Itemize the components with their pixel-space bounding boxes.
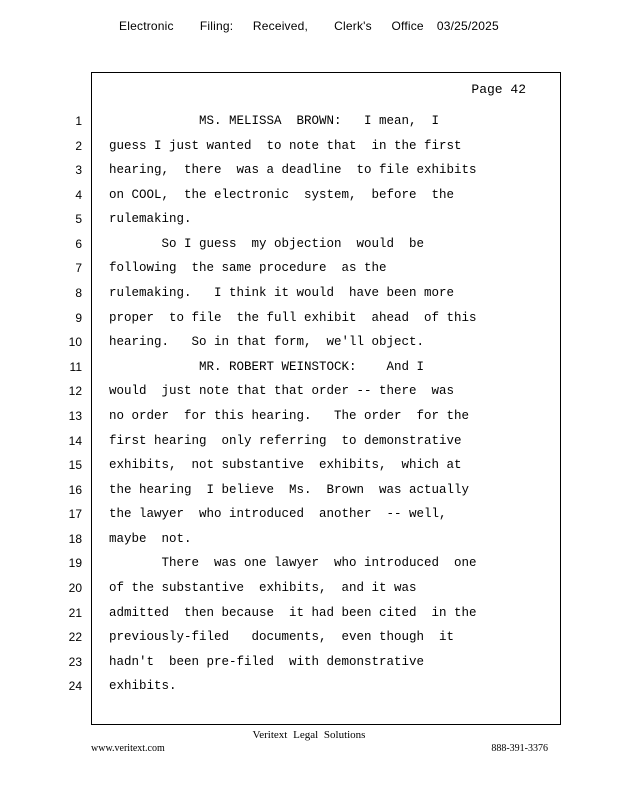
line-number: 24 xyxy=(68,679,82,693)
line-number: 4 xyxy=(75,188,82,202)
transcript-line: hearing. So in that form, we'll object. xyxy=(109,335,425,349)
transcript-line: of the substantive exhibits, and it was xyxy=(109,581,417,595)
transcript-line: guess I just wanted to note that in the first xyxy=(109,139,462,153)
line-number: 2 xyxy=(75,139,82,153)
line-number: 19 xyxy=(68,556,82,570)
transcript-line: maybe not. xyxy=(109,532,192,546)
line-number: 14 xyxy=(68,434,82,448)
transcript-line: proper to file the full exhibit ahead of this xyxy=(109,311,477,325)
filing-stamp-header: Electronic Filing: Received, Clerk's Office 03/25/2025 xyxy=(119,19,499,33)
transcript-line: rulemaking. xyxy=(109,212,192,226)
line-number: 20 xyxy=(68,581,82,595)
transcript-line: exhibits, not substantive exhibits, which at xyxy=(109,458,462,472)
transcript-line: first hearing only referring to demonstrative xyxy=(109,434,462,448)
line-number: 17 xyxy=(68,507,82,521)
transcript-line: on COOL, the electronic system, before the xyxy=(109,188,455,202)
line-number: 9 xyxy=(75,311,82,325)
line-number: 3 xyxy=(75,163,82,177)
line-number: 13 xyxy=(68,409,82,423)
transcript-line: no order for this hearing. The order for the xyxy=(109,409,470,423)
line-number: 18 xyxy=(68,532,82,546)
line-number: 1 xyxy=(75,114,82,128)
transcript-line: rulemaking. I think it would have been more xyxy=(109,286,455,300)
footer-company: Veritext Legal Solutions xyxy=(252,729,366,741)
line-number: 10 xyxy=(68,335,82,349)
footer-website: www.veritext.com xyxy=(91,743,165,754)
line-number: 8 xyxy=(75,286,82,300)
transcript-line: following the same procedure as the xyxy=(109,261,387,275)
transcript-line: So I guess my objection would be xyxy=(109,237,425,251)
line-number: 16 xyxy=(68,483,82,497)
transcript-line: hadn't been pre-filed with demonstrative xyxy=(109,655,425,669)
transcript-line: the lawyer who introduced another -- well, xyxy=(109,507,447,521)
line-number: 5 xyxy=(75,212,82,226)
transcript-line: There was one lawyer who introduced one xyxy=(109,556,477,570)
line-number: 11 xyxy=(69,360,82,374)
line-number: 7 xyxy=(75,261,82,275)
line-number: 15 xyxy=(68,458,82,472)
transcript-line: exhibits. xyxy=(109,679,177,693)
transcript-line: hearing, there was a deadline to file exhibits xyxy=(109,163,477,177)
line-number: 22 xyxy=(68,630,82,644)
transcript-line: admitted then because it had been cited in the xyxy=(109,606,477,620)
footer-phone: 888-391-3376 xyxy=(491,743,548,754)
line-number: 6 xyxy=(75,237,82,251)
transcript-line: MR. ROBERT WEINSTOCK: And I xyxy=(109,360,425,374)
line-number: 12 xyxy=(68,384,82,398)
line-number: 23 xyxy=(68,655,82,669)
transcript-line: MS. MELISSA BROWN: I mean, I xyxy=(109,114,440,128)
transcript-line: the hearing I believe Ms. Brown was actually xyxy=(109,483,470,497)
transcript-line: would just note that that order -- there was xyxy=(109,384,455,398)
transcript-line: previously-filed documents, even though it xyxy=(109,630,455,644)
line-number: 21 xyxy=(68,606,82,620)
page-number: Page 42 xyxy=(471,82,526,97)
